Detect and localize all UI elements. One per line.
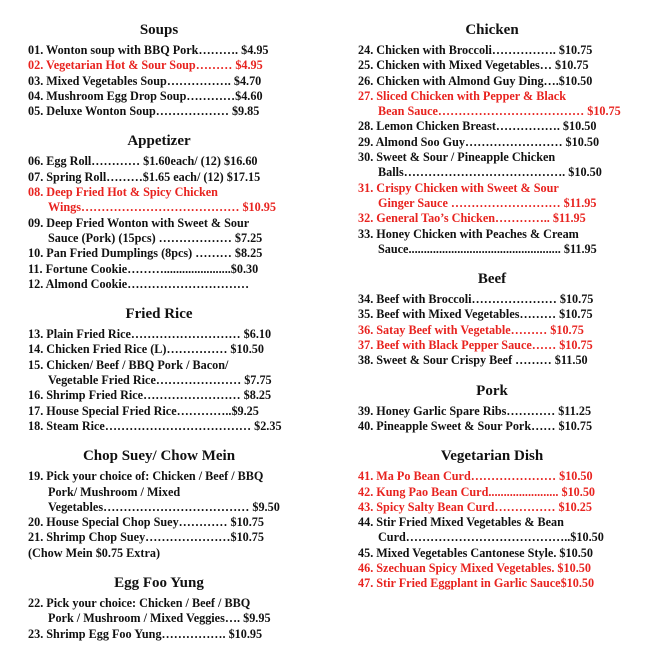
- menu-section: [28, 306, 290, 434]
- menu-item-line: 19. Pick your choice of: Chicken / Beef / BBQ: [28, 469, 264, 484]
- section-title: Chop Suey/ Chow Mein: [82, 448, 236, 465]
- menu-section: [28, 22, 290, 119]
- menu-item-line: Bean Sauce……………………………… $10.75: [378, 104, 621, 119]
- menu-item-line: Sauce (Pork) (15pcs) ……………… $7.25: [48, 230, 263, 245]
- menu-item-line: 20. House Special Chop Suey………… $10.75: [28, 515, 264, 530]
- menu-item-line: 17. House Special Fried Rice…………..$9.25: [28, 403, 259, 418]
- menu-item-line: 14. Chicken Fried Rice (L)…………… $10.50: [28, 342, 264, 357]
- section-title: Egg Foo Yung: [114, 575, 204, 592]
- menu-column-right: [358, 22, 626, 606]
- menu-item-line: 39. Honey Garlic Spare Ribs………… $11.25: [358, 403, 592, 418]
- menu-item-line: 45. Mixed Vegetables Cantonese Style. $10.50: [358, 545, 593, 560]
- menu-item-line: 29. Almond Soo Guy…………………… $10.50: [358, 134, 600, 149]
- menu-section: [28, 575, 290, 642]
- menu-item-line: 41. Ma Po Bean Curd………………… $10.50: [358, 469, 593, 484]
- menu-item-line: 36. Satay Beef with Vegetable……… $10.75: [358, 322, 584, 337]
- section-title: Pork: [476, 382, 508, 399]
- section-title: Beef: [477, 271, 507, 288]
- menu-item-line: 10. Pan Fried Dumplings (8pcs) ……… $8.25: [28, 246, 263, 261]
- menu-item-line: 06. Egg Roll………… $1.60each/ (12) $16.60: [28, 154, 258, 169]
- menu-item-line: Wings………………………………… $10.95: [48, 200, 276, 215]
- section-title: Chicken: [465, 22, 519, 38]
- menu-item-line: Curd…………………………………..$10.50: [378, 530, 604, 545]
- menu-item-line: Pork/ Mushroom / Mixed: [48, 484, 181, 499]
- menu-item-line: 11. Fortune Cookie………......................$0.30: [28, 261, 259, 276]
- menu-item-line: 01. Wonton soup with BBQ Pork………. $4.95: [28, 43, 269, 57]
- menu-item-line: 31. Crispy Chicken with Sweet & Sour: [358, 180, 559, 195]
- section-title: Soups: [139, 22, 179, 38]
- menu-section: [358, 22, 626, 257]
- menu-column-left: [28, 22, 290, 656]
- menu-item-line: 05. Deluxe Wonton Soup……………… $9.85: [28, 104, 260, 119]
- menu-item-line: 21. Shrimp Chop Suey…………………$10.75: [28, 530, 264, 545]
- menu-item-line: 47. Stir Fried Eggplant in Garlic Sauce$10.50: [358, 576, 595, 591]
- menu-item-line: Balls…………………………………. $10.50: [378, 165, 602, 180]
- menu-section: [358, 448, 626, 591]
- menu-item-line: 34. Beef with Broccoli………………… $10.75: [358, 292, 594, 307]
- menu-item-line: 09. Deep Fried Wonton with Sweet & Sour: [28, 215, 250, 230]
- menu-item-line: 23. Shrimp Egg Foo Yung……………. $10.95: [28, 626, 263, 641]
- menu-section: [358, 383, 626, 435]
- menu-item-line: 03. Mixed Vegetables Soup……………. $4.70: [28, 73, 262, 88]
- section-title: Appetizer: [127, 133, 191, 150]
- menu-item-line: 12. Almond Cookie…………………………: [28, 276, 250, 291]
- menu-item-line: 13. Plain Fried Rice……………………… $6.10: [28, 327, 272, 342]
- menu-item-line: 35. Beef with Mixed Vegetables……… $10.75: [358, 307, 593, 322]
- menu-item-line: 18. Steam Rice……………………………… $2.35: [28, 418, 282, 433]
- menu-item-line: 46. Szechuan Spicy Mixed Vegetables. $10.50: [358, 561, 591, 576]
- menu-item-line: Ginger Sauce ……………………… $11.95: [378, 195, 597, 210]
- menu-item-line: 26. Chicken with Almond Guy Ding….$10.50: [358, 73, 593, 88]
- menu-item-line: 24. Chicken with Broccoli……………. $10.75: [358, 43, 593, 57]
- menu-item-line: Sauce.................................................. $11.95: [378, 241, 597, 256]
- section-title: Vegetarian Dish: [440, 448, 544, 465]
- section-title: Fried Rice: [125, 306, 193, 323]
- menu-item-line: 16. Shrimp Fried Rice…………………… $8.25: [28, 388, 272, 403]
- menu-item-line: 25. Chicken with Mixed Vegetables… $10.75: [358, 58, 589, 73]
- menu-item-line: 32. General Tao’s Chicken………….. $11.95: [358, 211, 586, 226]
- menu-item-line: Vegetable Fried Rice………………… $7.75: [48, 373, 272, 388]
- menu-item-line: Pork / Mushroom / Mixed Veggies…. $9.95: [48, 611, 271, 626]
- menu-item-line: 43. Spicy Salty Bean Curd…………… $10.25: [358, 499, 592, 514]
- menu-item-line: 27. Sliced Chicken with Pepper & Black: [358, 88, 566, 103]
- menu-item-line: 22. Pick your choice: Chicken / Beef / BBQ: [28, 596, 251, 611]
- menu-section: [28, 448, 290, 561]
- menu-item-line: 07. Spring Roll………$1.65 each/ (12) $17.15: [28, 169, 261, 184]
- menu-item-line: 40. Pineapple Sweet & Sour Pork…… $10.75: [358, 418, 593, 433]
- menu-section: [28, 133, 290, 292]
- menu-item-line: 33. Honey Chicken with Peaches & Cream: [358, 226, 579, 241]
- menu-section: [358, 271, 626, 368]
- menu-item-line: 02. Vegetarian Hot & Sour Soup……… $4.95: [28, 58, 263, 73]
- menu-item-line: 30. Sweet & Sour / Pineapple Chicken: [358, 150, 556, 165]
- menu-item-line: 42. Kung Pao Bean Curd....................... $10.50: [358, 484, 596, 499]
- menu-item-line: (Chow Mein $0.75 Extra): [28, 545, 161, 560]
- menu-item-line: Vegetables……………………………… $9.50: [48, 499, 280, 514]
- menu-item-line: 04. Mushroom Egg Drop Soup…………$4.60: [28, 88, 263, 103]
- menu-item-line: 44. Stir Fried Mixed Vegetables & Bean: [358, 515, 564, 530]
- menu-item-line: 28. Lemon Chicken Breast……………. $10.50: [358, 119, 597, 134]
- menu-item-line: 08. Deep Fried Hot & Spicy Chicken: [28, 185, 218, 200]
- menu-item-line: 15. Chicken/ Beef / BBQ Pork / Bacon/: [28, 357, 229, 372]
- menu-item-line: 37. Beef with Black Pepper Sauce…… $10.75: [358, 338, 593, 353]
- menu-item-line: 38. Sweet & Sour Crispy Beef ……… $11.50: [358, 353, 588, 368]
